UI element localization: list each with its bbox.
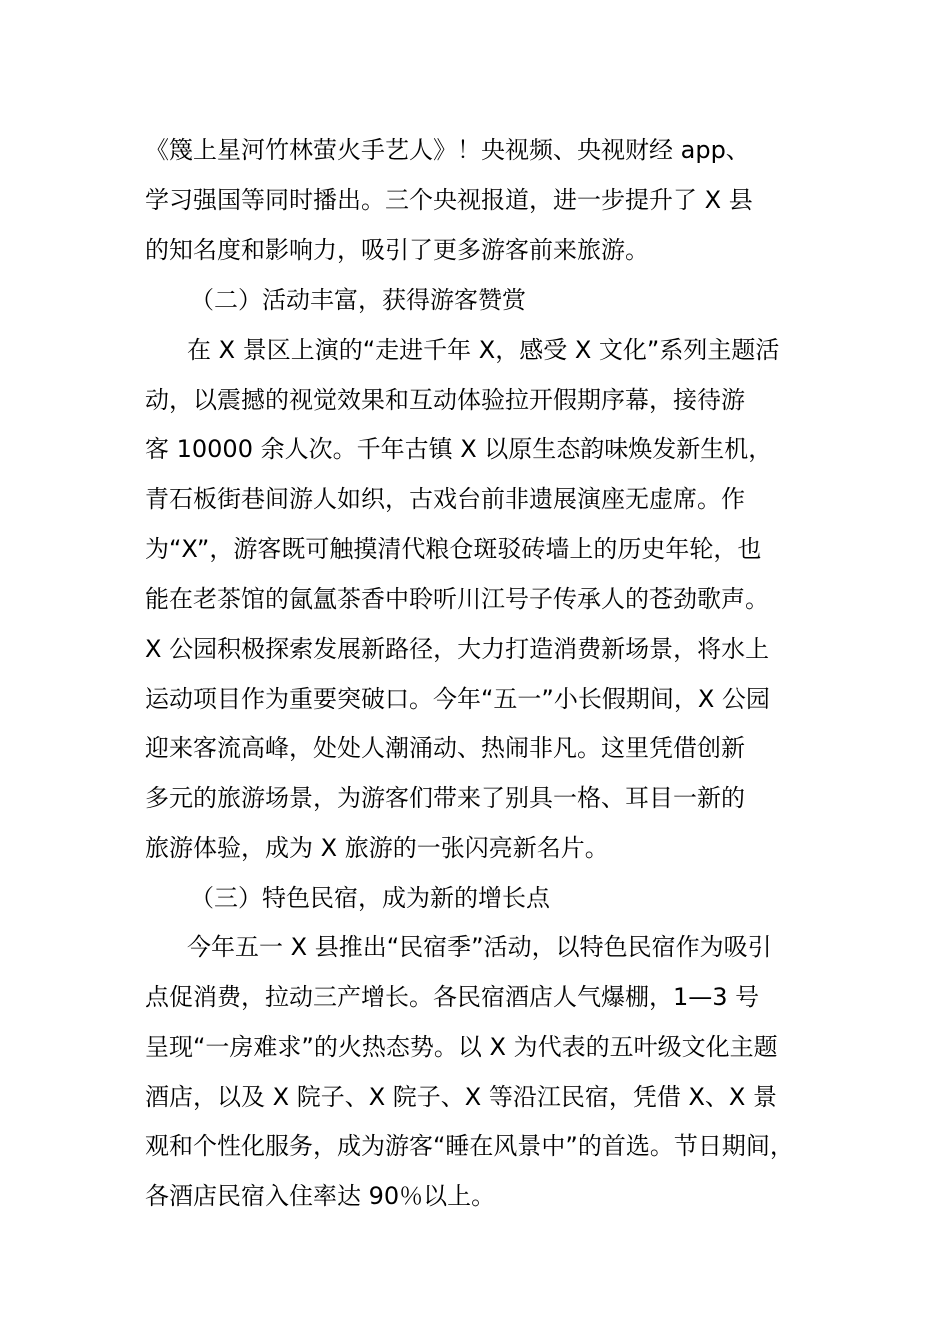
- text-line-20: 酒店，以及 X 院子、X 院子、X 等沿江民宿，凭借 X、X 景: [145, 1083, 777, 1111]
- text-line-9: 为“X”，游客既可触摸清代粮仓斑驳砖墙上的历史年轮，也: [145, 535, 762, 563]
- text-line-13: 迎来客流高峰，处处人潮涌动、热闹非凡。这里凭借创新: [145, 734, 745, 762]
- text-line-15: 旅游体验，成为 X 旅游的一张闪亮新名片。: [145, 834, 609, 862]
- text-line-22: 各酒店民宿入住率达 90％以上。: [145, 1182, 496, 1210]
- section-heading-3: （三）特色民宿，成为新的增长点: [190, 884, 550, 912]
- text-line-19: 呈现“一房难求”的火热态势。以 X 为代表的五叶级文化主题: [145, 1033, 778, 1061]
- text-line-12: 运动项目作为重要突破口。今年“五一”小长假期间，X 公园: [145, 685, 770, 713]
- text-line-8: 青石板街巷间游人如织，古戏台前非遗展演座无虚席。作: [145, 485, 745, 513]
- text-line-11: X 公园积极探索发展新路径，大力打造消费新场景，将水上: [145, 635, 770, 663]
- text-line-21: 观和个性化服务，成为游客“睡在风景中”的首选。节日期间，: [145, 1132, 794, 1160]
- text-line-5: 在 X 景区上演的“走进千年 X，感受 X 文化”系列主题活: [187, 336, 780, 364]
- text-line-10: 能在老茶馆的氤氲茶香中聆听川江号子传承人的苍劲歌声。: [145, 585, 769, 613]
- text-line-18: 点促消费，拉动三产增长。各民宿酒店人气爆棚，1—3 号: [145, 983, 760, 1011]
- text-line-6: 动，以震撼的视觉效果和互动体验拉开假期序幕，接待游: [145, 386, 745, 414]
- section-heading-2: （二）活动丰富，获得游客赞赏: [190, 286, 526, 314]
- text-line-1: 《篾上星河竹林萤火手艺人》！央视频、央视财经 app、: [145, 136, 750, 164]
- text-line-14: 多元的旅游场景，为游客们带来了别具一格、耳目一新的: [145, 784, 745, 812]
- text-line-2: 学习强国等同时播出。三个央视报道，进一步提升了 X 县: [145, 186, 753, 214]
- text-line-3: 的知名度和影响力，吸引了更多游客前来旅游。: [145, 236, 649, 264]
- text-line-7: 客 10000 余人次。千年古镇 X 以原生态韵味焕发新生机，: [145, 435, 773, 463]
- text-line-17: 今年五一 X 县推出“民宿季”活动，以特色民宿作为吸引: [187, 933, 772, 961]
